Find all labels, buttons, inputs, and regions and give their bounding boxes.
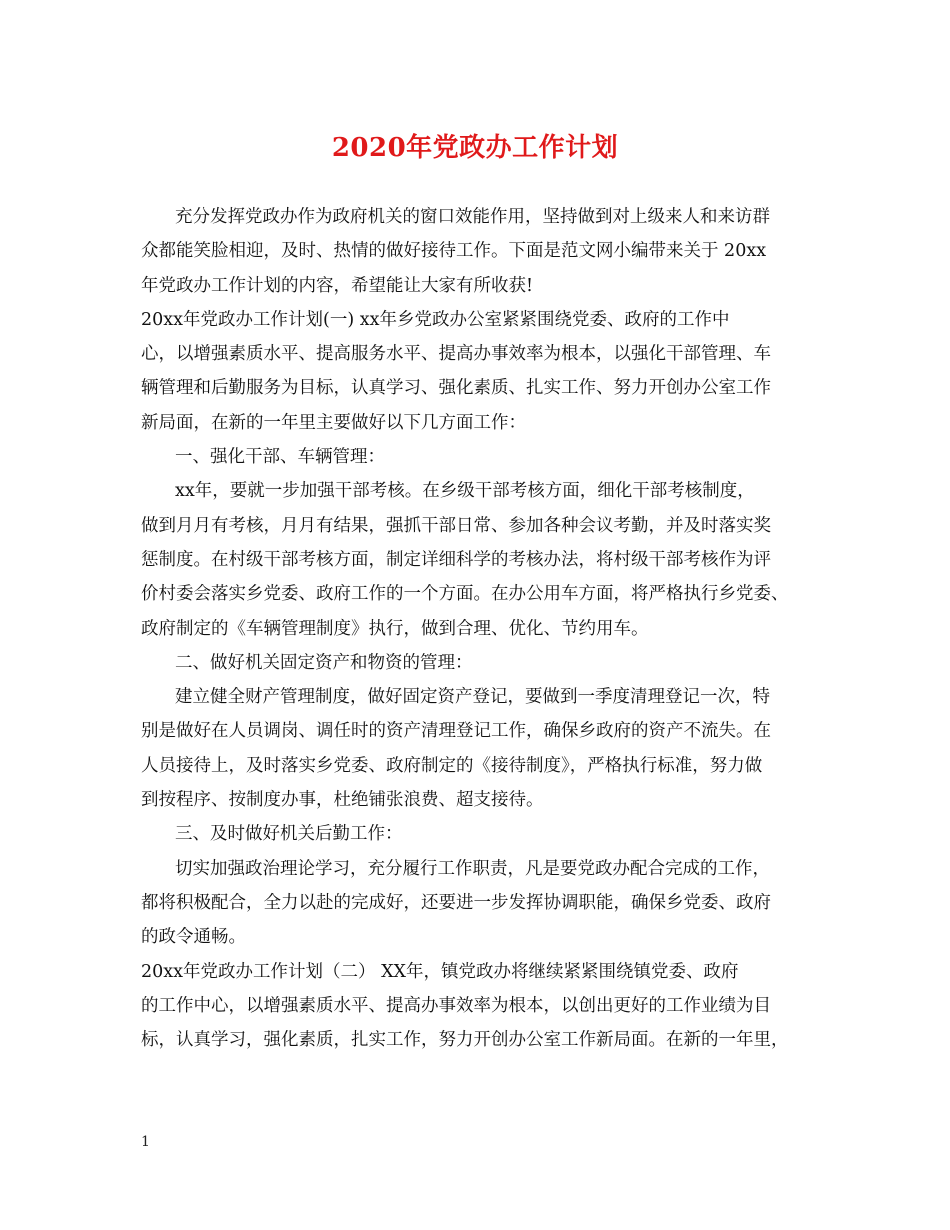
text-line: 一、强化干部、车辆管理： [175, 447, 385, 468]
text-line: 都将积极配合，全力以赴的完成好，还要进一步发挥协调职能，确保乡党委、政府 [141, 892, 771, 913]
text-line: 的政令通畅。 [141, 927, 246, 948]
text-line: 新局面，在新的一年里主要做好以下几方面工作： [141, 412, 526, 433]
text-line: 20xx年党政办工作计划（二） XX年，镇党政办将继续紧紧围绕镇党委、政府 [141, 961, 739, 982]
text-line: 做到月月有考核，月月有结果，强抓干部日常、参加各种会议考勤，并及时落实奖 [141, 515, 771, 536]
text-line: xx年，要就一步加强干部考核。在乡级干部考核方面，细化干部考核制度， [175, 481, 755, 502]
text-line: 建立健全财产管理制度，做好固定资产登记，要做到一季度清理登记一次，特 [175, 687, 770, 708]
text-line: 切实加强政治理论学习，充分履行工作职责，凡是要党政办配合完成的工作， [175, 858, 770, 879]
text-line: 价村委会落实乡党委、政府工作的一个方面。在办公用车方面，将严格执行乡党委、 [141, 584, 789, 605]
text-line: 人员接待上，及时落实乡党委、政府制定的《接待制度》，严格执行标准，努力做 [141, 755, 763, 776]
text-line: 标，认真学习，强化素质，扎实工作，努力开创办公室工作新局面。在新的一年里， [141, 1030, 789, 1051]
text-line: 政府制定的《车辆管理制度》执行，做到合理、优化、节约用车。 [141, 618, 649, 639]
text-line: 心，以增强素质水平、提高服务水平、提高办事效率为根本，以强化干部管理、车 [141, 344, 771, 365]
text-line: 辆管理和后勤服务为目标，认真学习、强化素质、扎实工作、努力开创办公室工作 [141, 378, 771, 399]
text-line: 别是做好在人员调岗、调任时的资产清理登记工作，确保乡政府的资产不流失。在 [141, 721, 771, 742]
text-line: 三、及时做好机关后勤工作： [175, 824, 403, 845]
text-line: 到按程序、按制度办事，杜绝铺张浪费、超支接待。 [141, 790, 544, 811]
text-line: 惩制度。在村级干部考核方面，制定详细科学的考核办法，将村级干部考核作为评 [141, 549, 771, 570]
text-line: 20xx年党政办工作计划(一) xx年乡党政办公室紧紧围绕党委、政府的工作中 [141, 309, 730, 330]
page-number: 1 [141, 1134, 150, 1150]
text-line: 众都能笑脸相迎，及时、热情的做好接待工作。下面是范文网小编带来关于 20xx [141, 241, 767, 262]
text-line: 的工作中心，以增强素质水平、提高办事效率为根本，以创出更好的工作业绩为目 [141, 995, 771, 1016]
document-body [141, 200, 821, 1057]
text-line: 充分发挥党政办作为政府机关的窗口效能作用，坚持做到对上级来人和来访群 [175, 207, 770, 227]
text-line: 二、做好机关固定资产和物资的管理： [175, 652, 473, 673]
page-title: 2020年党政办工作计划 [331, 133, 619, 163]
text-line: 年党政办工作计划的内容，希望能让大家有所收获! [141, 275, 534, 296]
